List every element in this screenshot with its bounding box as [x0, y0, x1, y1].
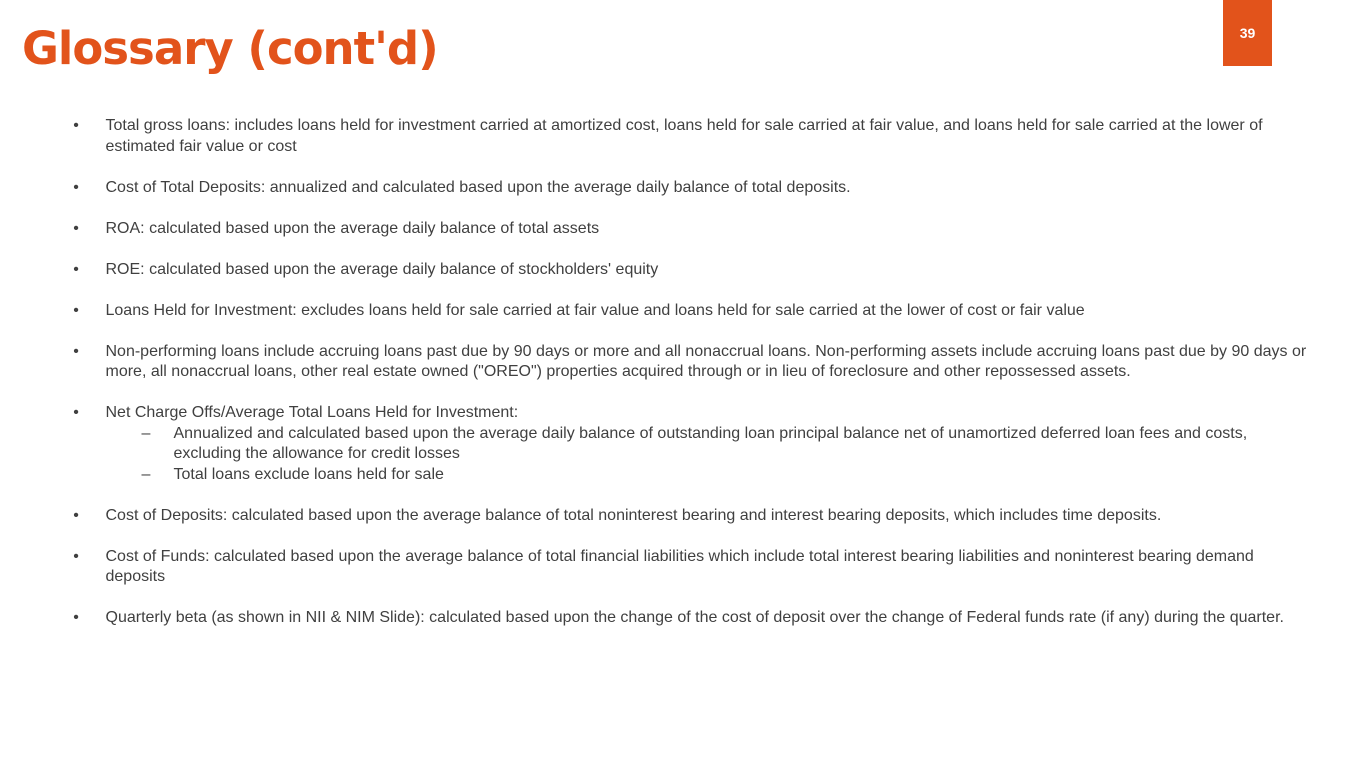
bullet-dot-icon: • — [73, 609, 79, 626]
bullet-dot-icon: • — [73, 547, 79, 565]
glossary-item-text: ROA: calculated based upon the average daily balance of total assets — [105, 219, 600, 237]
glossary-item-total-gross-loans — [70, 116, 1316, 157]
glossary-sub-item — [106, 465, 1317, 486]
glossary-sub-item-text: Total loans exclude loans held for sale — [173, 465, 444, 483]
glossary-item-text: Non-performing loans include accruing loans past due by 90 days or more and all nonaccrual loans. Non-performing assets include accruing loans past due by 90 days or more, all nonaccrual loans, other real estate owned ("OREO") properties acquired through or in lieu of foreclosure and other repossessed assets. — [105, 342, 1307, 380]
glossary-item-net-charge-offs — [70, 403, 1316, 485]
bullet-dot-icon: • — [73, 404, 79, 421]
page-number-badge: 39 — [1223, 0, 1272, 66]
glossary-item-text: Cost of Total Deposits: annualized and calculated based upon the average daily balance of total deposits. — [105, 178, 851, 196]
bullet-dot-icon: • — [73, 506, 79, 524]
glossary-item-roe — [70, 260, 1316, 281]
glossary-item-text: Cost of Funds: calculated based upon the average balance of total financial liabilities which include total interest bearing liabilities and noninterest bearing demand deposits — [105, 547, 1254, 585]
slide-title: Glossary (cont'd) — [22, 22, 438, 75]
glossary-item-cost-of-total-deposits — [70, 178, 1316, 199]
bullet-dot-icon: • — [73, 301, 79, 319]
bullet-dot-icon: • — [73, 117, 79, 134]
glossary-sub-item — [106, 424, 1317, 465]
glossary-item-loans-held-for-investment — [70, 301, 1316, 322]
glossary-item-text: Net Charge Offs/Average Total Loans Held for Investment: — [105, 404, 519, 421]
glossary-item-non-performing-loans — [70, 342, 1316, 383]
dash-icon: – — [141, 465, 151, 483]
glossary-item-text: Total gross loans: includes loans held for investment carried at amortized cost, loans held for sale carried at fair value, and loans held for sale carried at the lower of estimated fair value or cost — [105, 117, 1263, 155]
bullet-dot-icon: • — [73, 342, 79, 360]
glossary-item-quarterly-beta — [70, 608, 1316, 629]
glossary-item-roa — [70, 219, 1316, 240]
glossary-item-text: Loans Held for Investment: excludes loans held for sale carried at fair value and loans held for sale carried at the lower of cost or fair value — [105, 301, 1085, 319]
glossary-list — [70, 116, 1316, 649]
bullet-dot-icon: • — [73, 260, 79, 278]
bullet-dot-icon: • — [73, 178, 79, 196]
glossary-item-text: ROE: calculated based upon the average daily balance of stockholders' equity — [105, 260, 659, 278]
glossary-item-text: Quarterly beta (as shown in NII & NIM Slide): calculated based upon the change of the cost of deposit over the change of Federal funds rate (if any) during the quarter. — [105, 609, 1284, 626]
glossary-item-cost-of-funds — [70, 547, 1316, 588]
bullet-dot-icon: • — [73, 219, 79, 237]
dash-icon: – — [141, 424, 151, 442]
glossary-sub-list — [106, 424, 1317, 486]
glossary-item-cost-of-deposits — [70, 506, 1316, 527]
glossary-sub-item-text: Annualized and calculated based upon the average daily balance of outstanding loan principal balance net of unamortized deferred loan fees and costs, excluding the allowance for credit losses — [173, 424, 1248, 462]
glossary-item-text: Cost of Deposits: calculated based upon the average balance of total noninterest bearing and interest bearing deposits, which includes time deposits. — [105, 506, 1162, 524]
